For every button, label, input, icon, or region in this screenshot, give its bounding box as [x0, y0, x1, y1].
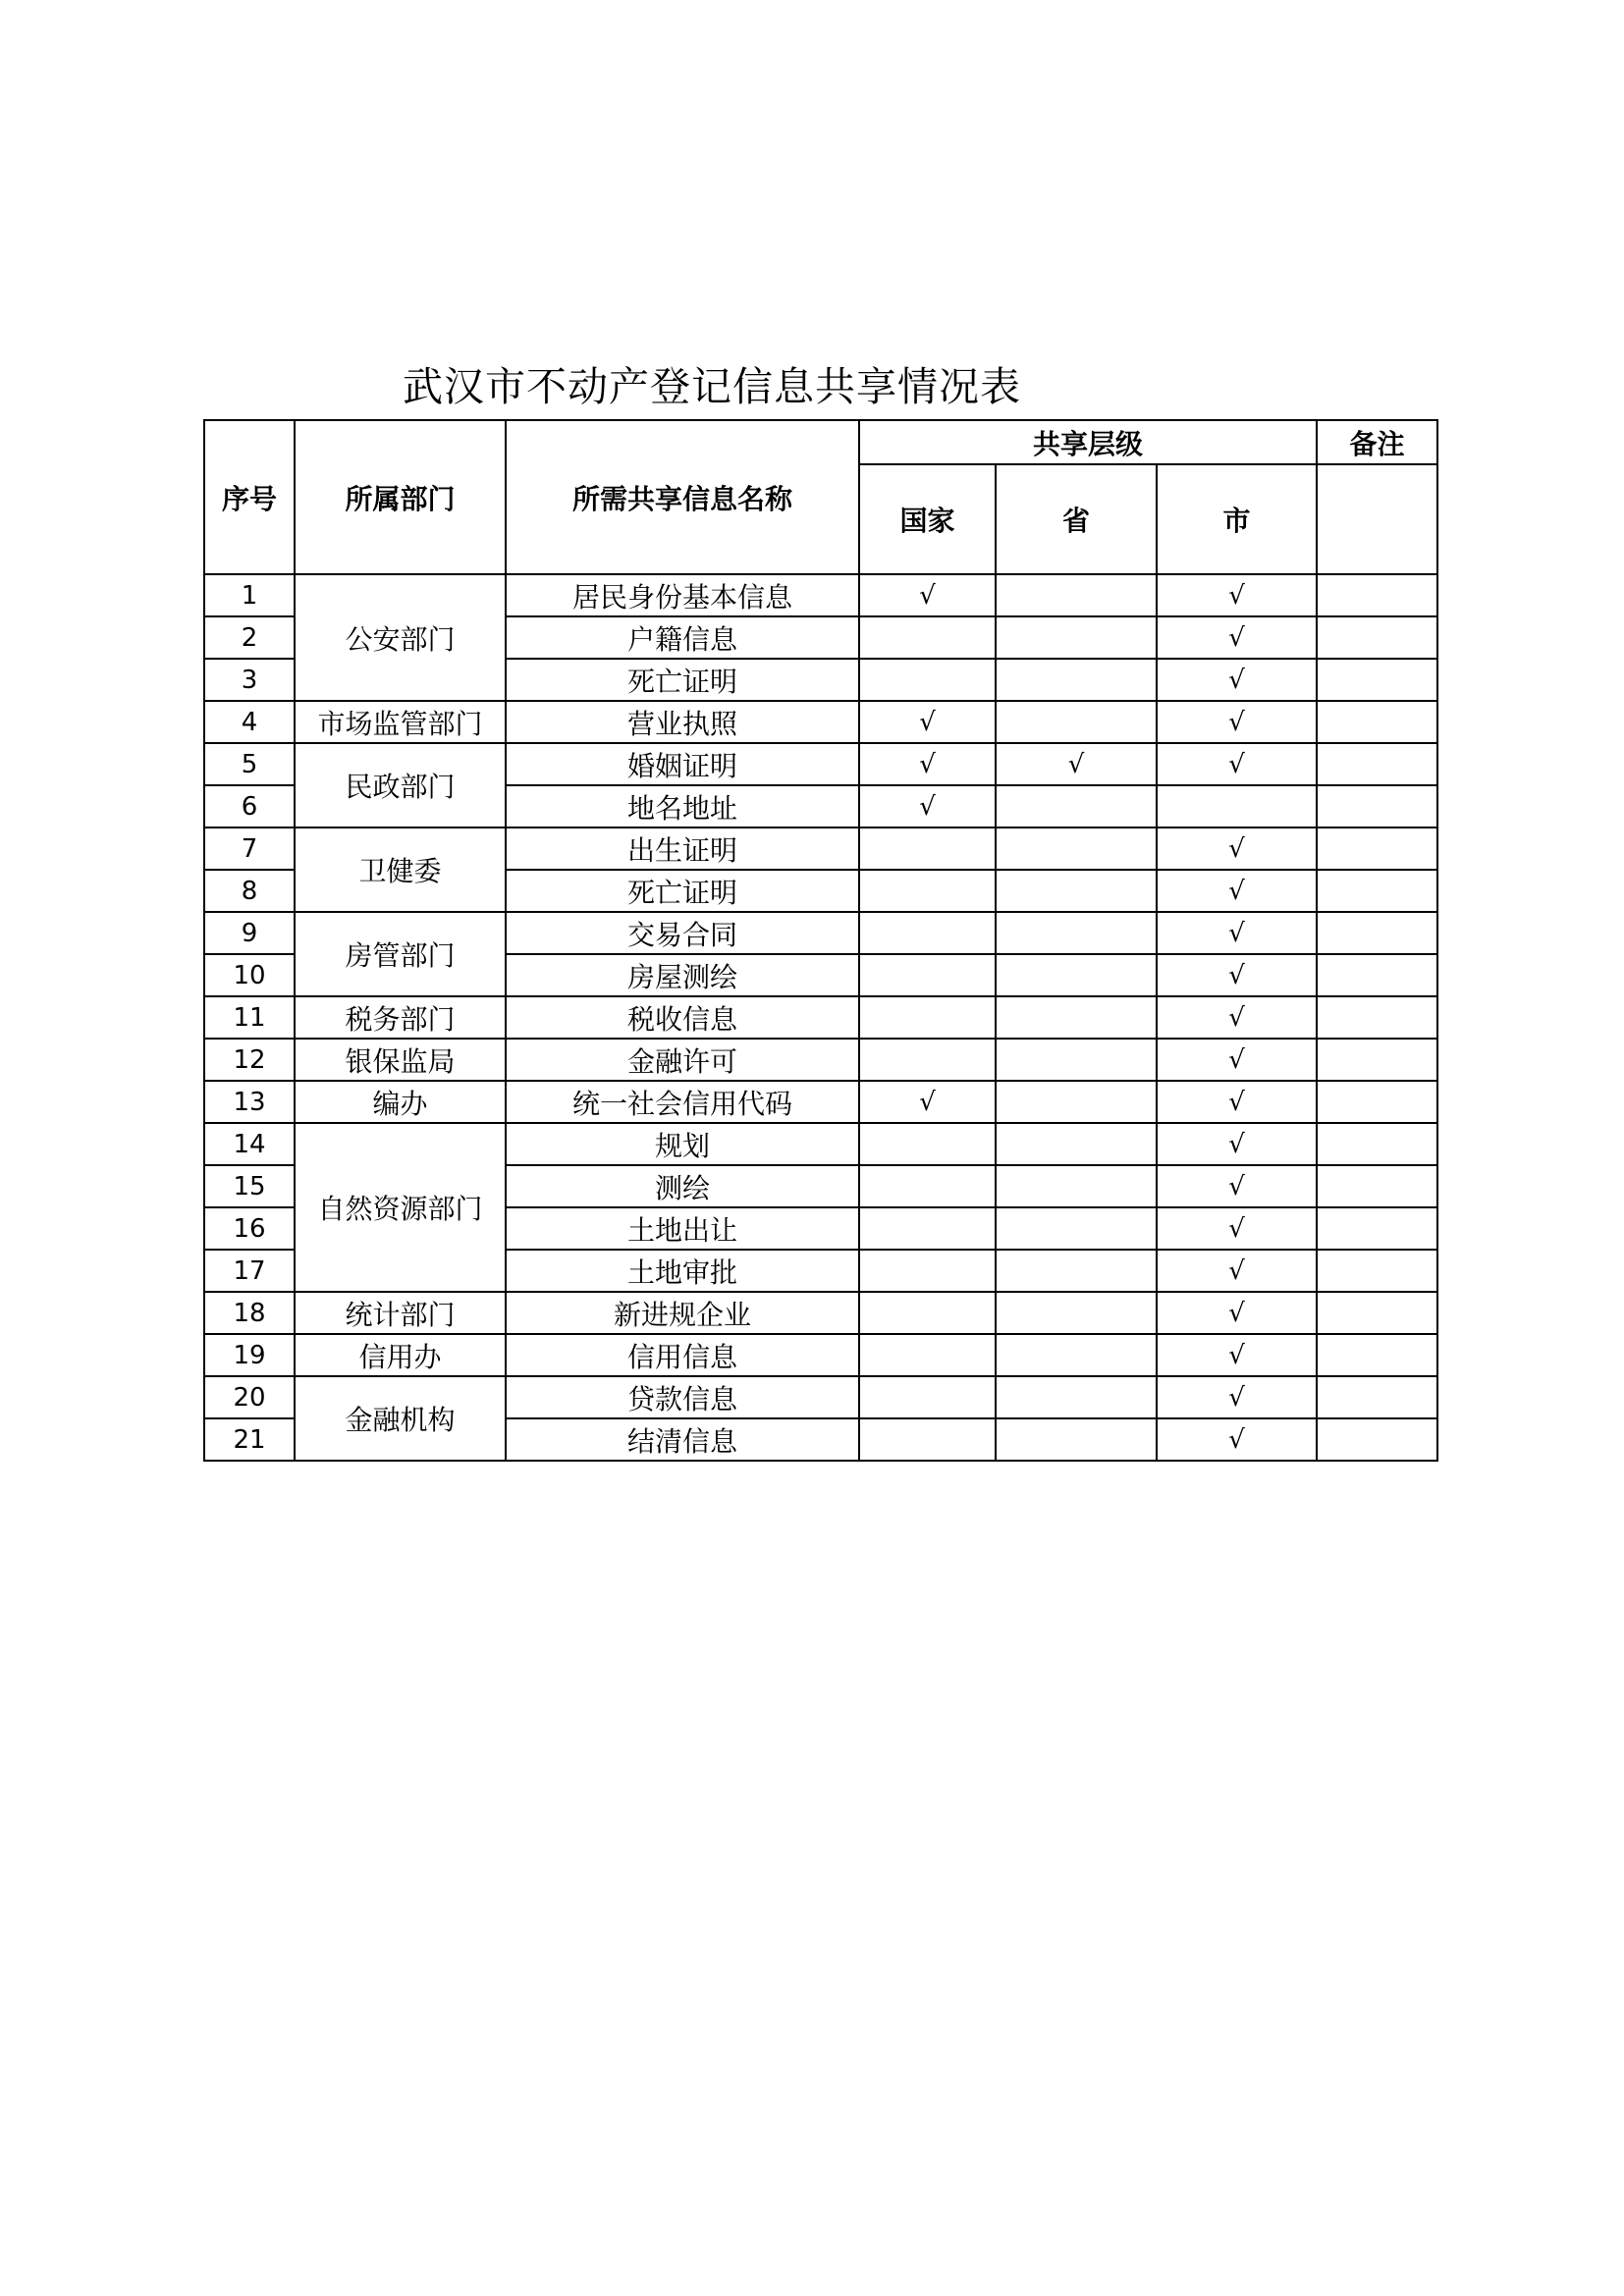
remark-cell — [1317, 1334, 1437, 1376]
info-sharing-table — [203, 419, 1438, 1462]
dept-cell: 市场监管部门 — [295, 701, 506, 743]
seq-cell: 12 — [204, 1039, 295, 1081]
national-level-cell — [859, 1039, 996, 1081]
remark-cell — [1317, 870, 1437, 912]
seq-cell: 21 — [204, 1418, 295, 1461]
city-level-cell: √ — [1157, 1081, 1317, 1123]
dept-cell: 编办 — [295, 1081, 506, 1123]
header-dept: 所属部门 — [295, 420, 506, 574]
national-level-cell — [859, 1123, 996, 1165]
remark-cell — [1317, 996, 1437, 1039]
national-level-cell — [859, 616, 996, 659]
table-row — [204, 912, 1437, 954]
seq-cell: 8 — [204, 870, 295, 912]
table-row — [204, 1292, 1437, 1334]
national-level-cell — [859, 1418, 996, 1461]
seq-cell: 15 — [204, 1165, 295, 1207]
table-row — [204, 701, 1437, 743]
page-title: 武汉市不动产登记信息共享情况表 — [403, 363, 1021, 410]
national-level-cell: √ — [859, 701, 996, 743]
remark-cell — [1317, 1418, 1437, 1461]
national-level-cell — [859, 1292, 996, 1334]
info-name-cell: 结清信息 — [506, 1418, 859, 1461]
dept-cell: 信用办 — [295, 1334, 506, 1376]
table-row — [204, 1123, 1437, 1165]
city-level-cell: √ — [1157, 659, 1317, 701]
remark-cell — [1317, 912, 1437, 954]
city-level-cell: √ — [1157, 1207, 1317, 1250]
remark-cell — [1317, 701, 1437, 743]
info-name-cell: 信用信息 — [506, 1334, 859, 1376]
city-level-cell: √ — [1157, 1334, 1317, 1376]
table-body — [204, 574, 1437, 1461]
dept-cell: 金融机构 — [295, 1376, 506, 1461]
city-level-cell: √ — [1157, 743, 1317, 785]
remark-cell — [1317, 1207, 1437, 1250]
header-city: 市 — [1157, 464, 1317, 574]
city-level-cell: √ — [1157, 954, 1317, 996]
national-level-cell — [859, 954, 996, 996]
province-level-cell — [996, 912, 1157, 954]
info-name-cell: 出生证明 — [506, 828, 859, 870]
table-row — [204, 1376, 1437, 1418]
seq-cell: 4 — [204, 701, 295, 743]
province-level-cell — [996, 870, 1157, 912]
seq-cell: 5 — [204, 743, 295, 785]
info-name-cell: 测绘 — [506, 1165, 859, 1207]
info-name-cell: 统一社会信用代码 — [506, 1081, 859, 1123]
info-name-cell: 死亡证明 — [506, 870, 859, 912]
table-row — [204, 1039, 1437, 1081]
remark-cell — [1317, 828, 1437, 870]
dept-cell: 公安部门 — [295, 574, 506, 701]
seq-cell: 6 — [204, 785, 295, 828]
header-seq: 序号 — [204, 420, 295, 574]
seq-cell: 20 — [204, 1376, 295, 1418]
remark-cell — [1317, 659, 1437, 701]
seq-cell: 7 — [204, 828, 295, 870]
city-level-cell: √ — [1157, 870, 1317, 912]
header-national: 国家 — [859, 464, 996, 574]
city-level-cell: √ — [1157, 1418, 1317, 1461]
national-level-cell — [859, 912, 996, 954]
city-level-cell: √ — [1157, 1165, 1317, 1207]
table-row — [204, 574, 1437, 616]
province-level-cell — [996, 1418, 1157, 1461]
national-level-cell — [859, 870, 996, 912]
seq-cell: 13 — [204, 1081, 295, 1123]
info-name-cell: 新进规企业 — [506, 1292, 859, 1334]
province-level-cell — [996, 996, 1157, 1039]
table-row — [204, 828, 1437, 870]
seq-cell: 9 — [204, 912, 295, 954]
national-level-cell: √ — [859, 574, 996, 616]
province-level-cell — [996, 1039, 1157, 1081]
province-level-cell — [996, 1123, 1157, 1165]
province-level-cell — [996, 954, 1157, 996]
info-name-cell: 房屋测绘 — [506, 954, 859, 996]
national-level-cell — [859, 1376, 996, 1418]
national-level-cell — [859, 659, 996, 701]
header-remark-blank — [1317, 464, 1437, 574]
header-info: 所需共享信息名称 — [506, 420, 859, 574]
city-level-cell: √ — [1157, 1376, 1317, 1418]
seq-cell: 1 — [204, 574, 295, 616]
city-level-cell: √ — [1157, 574, 1317, 616]
province-level-cell — [996, 659, 1157, 701]
national-level-cell — [859, 1207, 996, 1250]
seq-cell: 19 — [204, 1334, 295, 1376]
national-level-cell — [859, 828, 996, 870]
header-remark: 备注 — [1317, 420, 1437, 464]
national-level-cell — [859, 1334, 996, 1376]
dept-cell: 民政部门 — [295, 743, 506, 828]
city-level-cell: √ — [1157, 616, 1317, 659]
dept-cell: 自然资源部门 — [295, 1123, 506, 1292]
province-level-cell — [996, 1165, 1157, 1207]
city-level-cell: √ — [1157, 1123, 1317, 1165]
city-level-cell: √ — [1157, 1250, 1317, 1292]
province-level-cell — [996, 1207, 1157, 1250]
seq-cell: 17 — [204, 1250, 295, 1292]
header-province: 省 — [996, 464, 1157, 574]
header-share-level: 共享层级 — [859, 420, 1317, 464]
remark-cell — [1317, 1081, 1437, 1123]
dept-cell: 统计部门 — [295, 1292, 506, 1334]
province-level-cell — [996, 701, 1157, 743]
province-level-cell — [996, 574, 1157, 616]
province-level-cell: √ — [996, 743, 1157, 785]
city-level-cell: √ — [1157, 996, 1317, 1039]
province-level-cell — [996, 1292, 1157, 1334]
remark-cell — [1317, 785, 1437, 828]
remark-cell — [1317, 743, 1437, 785]
city-level-cell — [1157, 785, 1317, 828]
table-row — [204, 1081, 1437, 1123]
info-name-cell: 交易合同 — [506, 912, 859, 954]
info-name-cell: 营业执照 — [506, 701, 859, 743]
seq-cell: 2 — [204, 616, 295, 659]
national-level-cell — [859, 996, 996, 1039]
info-name-cell: 死亡证明 — [506, 659, 859, 701]
info-name-cell: 地名地址 — [506, 785, 859, 828]
table-row — [204, 743, 1437, 785]
remark-cell — [1317, 574, 1437, 616]
info-name-cell: 户籍信息 — [506, 616, 859, 659]
province-level-cell — [996, 616, 1157, 659]
dept-cell: 卫健委 — [295, 828, 506, 912]
dept-cell: 税务部门 — [295, 996, 506, 1039]
province-level-cell — [996, 1334, 1157, 1376]
remark-cell — [1317, 1165, 1437, 1207]
remark-cell — [1317, 616, 1437, 659]
remark-cell — [1317, 1123, 1437, 1165]
national-level-cell: √ — [859, 743, 996, 785]
seq-cell: 14 — [204, 1123, 295, 1165]
national-level-cell — [859, 1250, 996, 1292]
national-level-cell: √ — [859, 785, 996, 828]
remark-cell — [1317, 1039, 1437, 1081]
seq-cell: 18 — [204, 1292, 295, 1334]
table-row — [204, 996, 1437, 1039]
national-level-cell: √ — [859, 1081, 996, 1123]
seq-cell: 16 — [204, 1207, 295, 1250]
seq-cell: 3 — [204, 659, 295, 701]
info-name-cell: 贷款信息 — [506, 1376, 859, 1418]
info-name-cell: 居民身份基本信息 — [506, 574, 859, 616]
remark-cell — [1317, 954, 1437, 996]
info-name-cell: 金融许可 — [506, 1039, 859, 1081]
city-level-cell: √ — [1157, 912, 1317, 954]
header-row — [204, 420, 1437, 464]
info-name-cell: 税收信息 — [506, 996, 859, 1039]
seq-cell: 11 — [204, 996, 295, 1039]
remark-cell — [1317, 1250, 1437, 1292]
info-name-cell: 规划 — [506, 1123, 859, 1165]
city-level-cell: √ — [1157, 701, 1317, 743]
info-name-cell: 婚姻证明 — [506, 743, 859, 785]
dept-cell: 银保监局 — [295, 1039, 506, 1081]
national-level-cell — [859, 1165, 996, 1207]
province-level-cell — [996, 828, 1157, 870]
province-level-cell — [996, 785, 1157, 828]
province-level-cell — [996, 1081, 1157, 1123]
remark-cell — [1317, 1292, 1437, 1334]
province-level-cell — [996, 1250, 1157, 1292]
dept-cell: 房管部门 — [295, 912, 506, 996]
city-level-cell: √ — [1157, 1292, 1317, 1334]
table-row — [204, 1334, 1437, 1376]
city-level-cell: √ — [1157, 828, 1317, 870]
province-level-cell — [996, 1376, 1157, 1418]
remark-cell — [1317, 1376, 1437, 1418]
seq-cell: 10 — [204, 954, 295, 996]
info-name-cell: 土地审批 — [506, 1250, 859, 1292]
info-name-cell: 土地出让 — [506, 1207, 859, 1250]
city-level-cell: √ — [1157, 1039, 1317, 1081]
